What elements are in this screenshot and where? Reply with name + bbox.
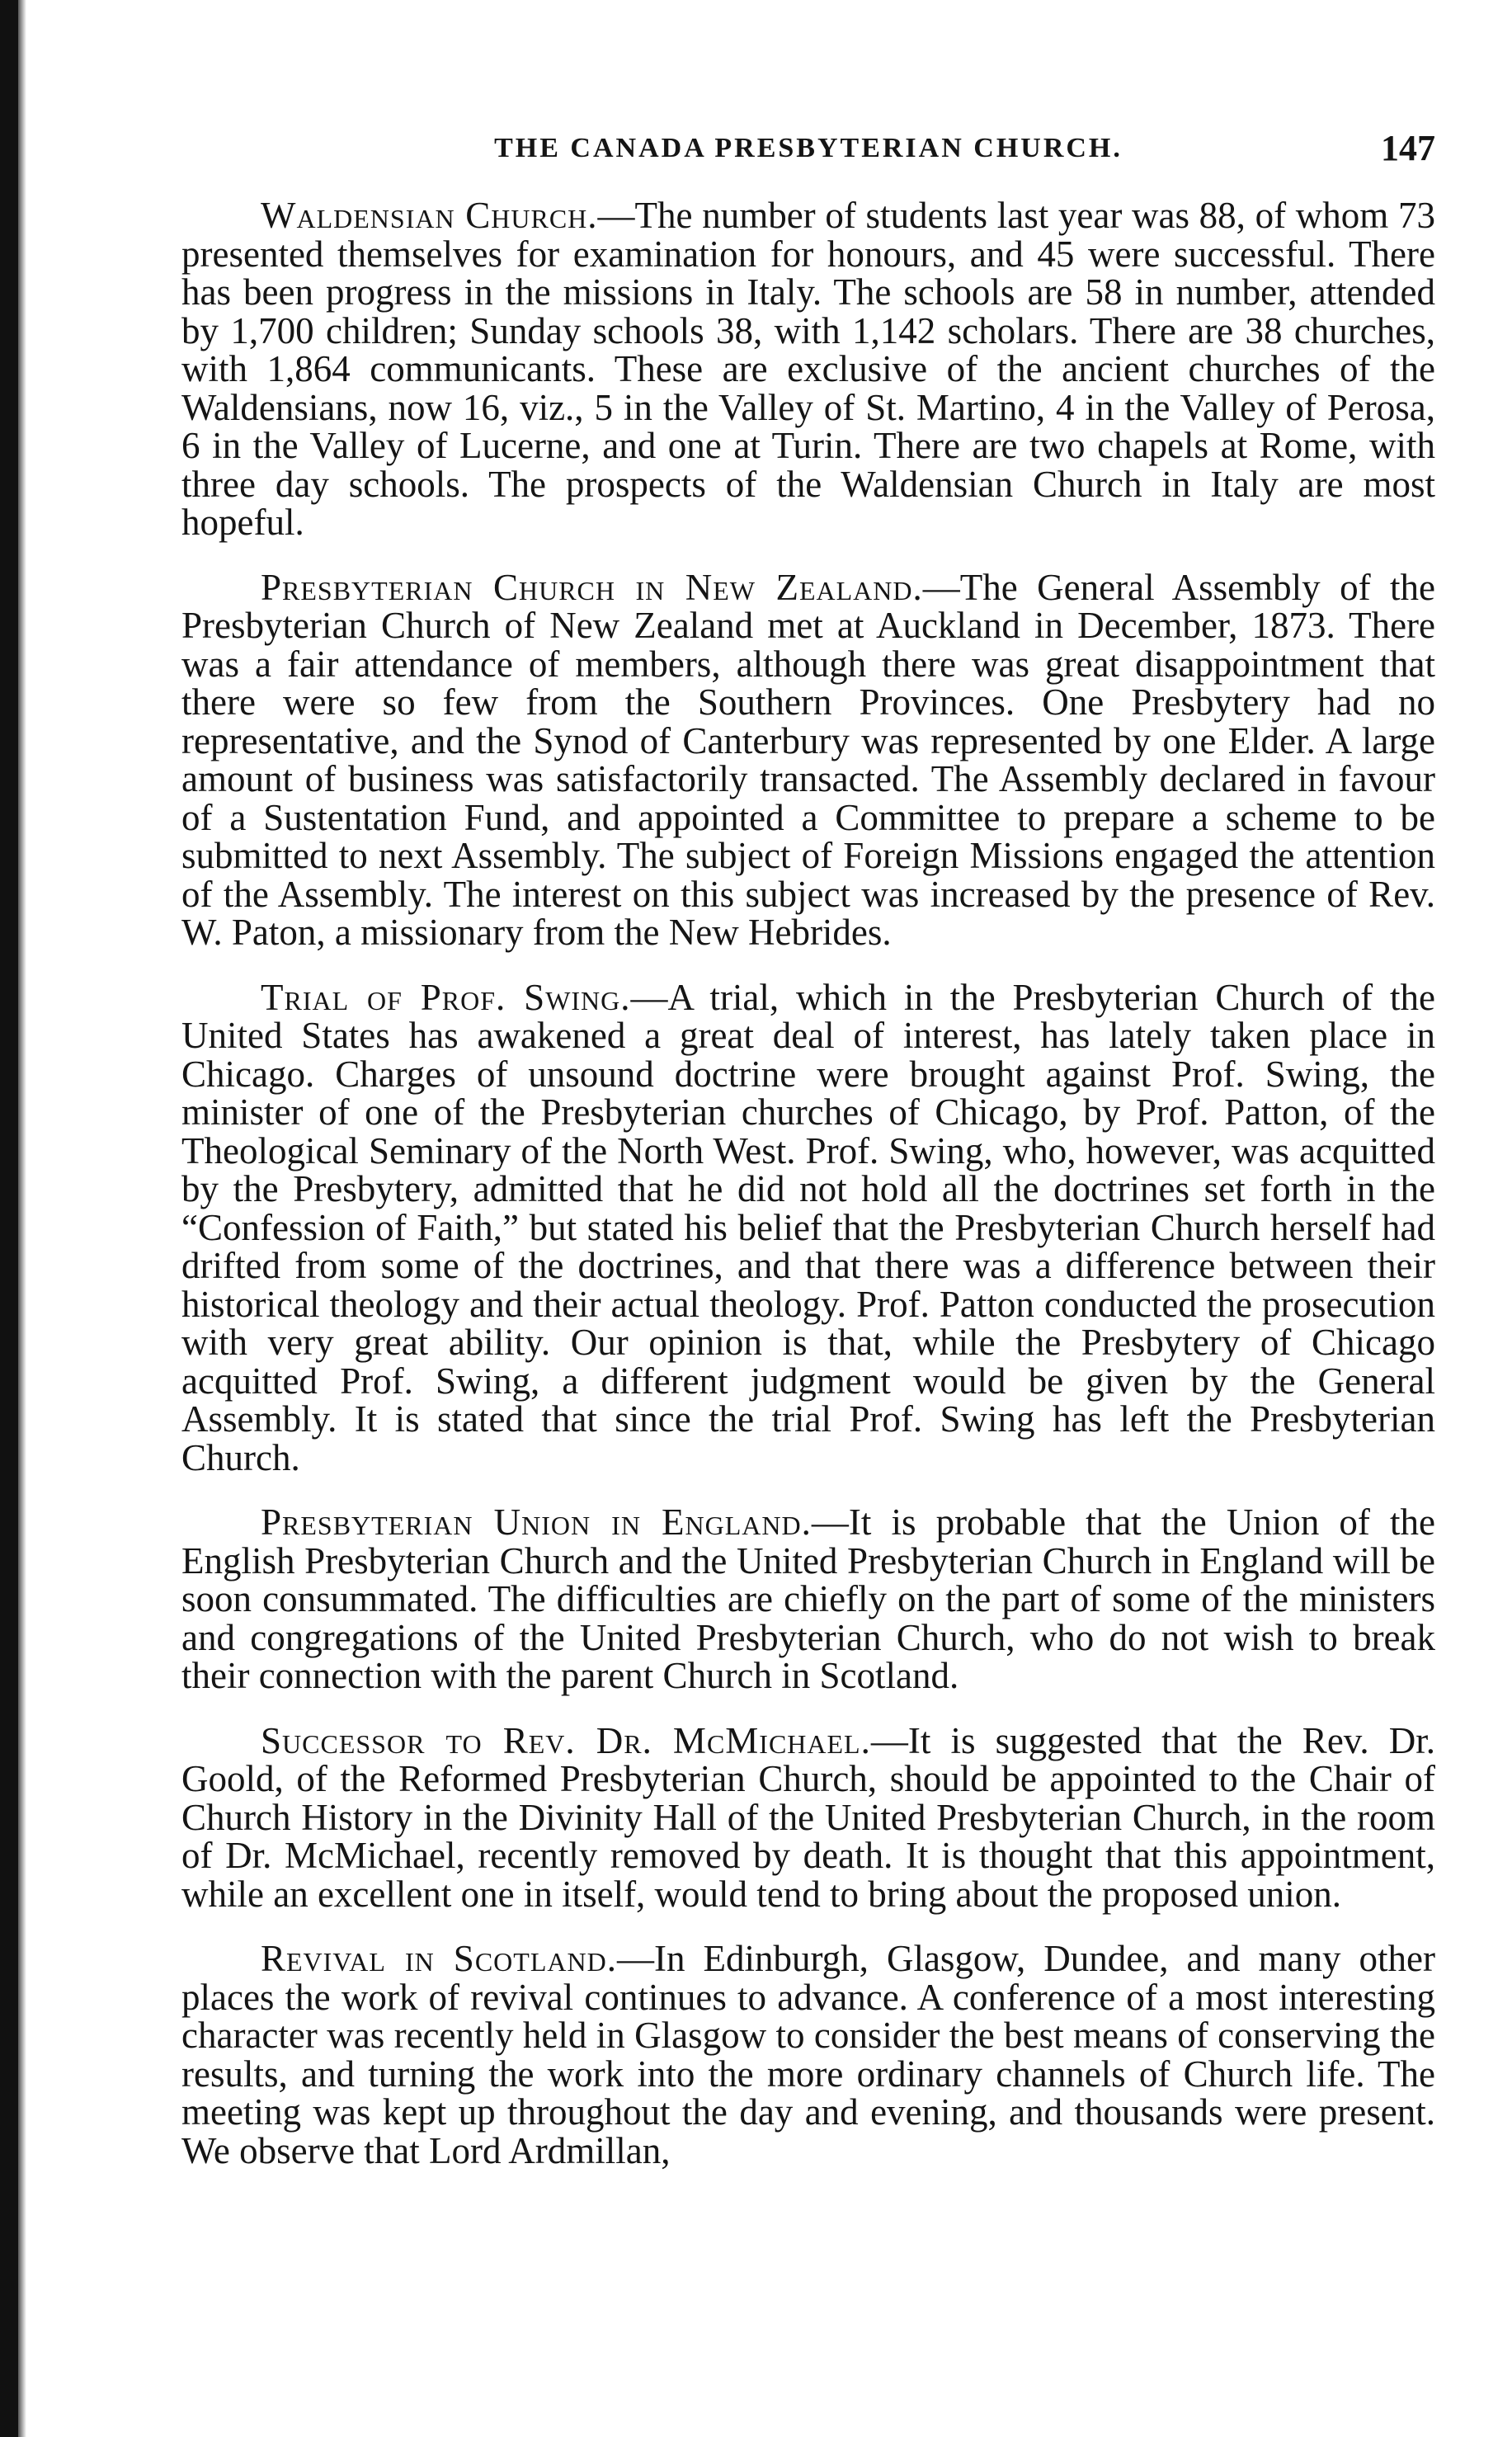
article-presbyterian-union-england: [181, 1503, 1435, 1695]
page-binding-edge: [0, 0, 18, 2437]
article-body: —In Edinburgh, Glasgow, Dundee, and many other places the work of revival continues to advance. A conference of a most interesting character was recently held in Glasgow to consider the best means of conserving the results, and turning the work into the more ordinary channels of Church life. The meeting was kept up throughout the day and evening, and thousands were present. We observe that Lord Ardmillan,: [181, 1938, 1436, 2171]
article-heading: Revival in Scotland.: [261, 1938, 617, 1979]
book-page: [181, 124, 1435, 2196]
article-heading: Trial of Prof. Swing.: [261, 976, 631, 1018]
article-list: [181, 196, 1435, 2170]
article-heading: Presbyterian Union in England.: [261, 1501, 812, 1543]
article-heading: Successor to Rev. Dr. McMichael.: [261, 1719, 871, 1761]
article-waldensian-church: [181, 196, 1435, 542]
article-body: —It is probable that the Union of the English Presbyterian Church and the United Presbyterian Church in England will be soon consummated. The difficulties are chiefly on the part of some of the ministers and congregations of the United Presbyterian Church, who do not wish to break their connection with the parent Church in Scotland.: [181, 1501, 1435, 1696]
article-successor-mcmichael: [181, 1719, 1435, 1915]
article-presbyterian-church-new-zealand: [181, 568, 1435, 952]
page-binding-shadow: [18, 0, 26, 2437]
running-head: [181, 124, 1435, 173]
article-body: —The General Assembly of the Presbyterian Church of New Zealand met at Auckland in December, 1873. There was a fair attendance of members, although there was great disappointment that there were so few from the Southern Provinces. One Presbytery had no representative, and the Synod of Canterbury was represented by one Elder. A large amount of business was satisfactorily transacted. The Assembly declared in favour of a Sustentation Fund, and appointed a Committee to prepare a scheme to be submitted to next Assembly. The subject of Foreign Missions engaged the attention of the Assembly. The interest on this subject was increased by the presence of Rev. W. Paton, a missionary from the New Hebrides.: [181, 566, 1436, 953]
page-number: 147: [1381, 128, 1435, 168]
article-heading: Waldensian Church.: [261, 195, 598, 236]
article-trial-of-prof-swing: [181, 978, 1435, 1478]
article-heading: Presbyterian Church in New Zealand.: [261, 566, 923, 608]
article-body: —A trial, which in the Presbyterian Church of the United States has awakened a great deal of interest, has lately taken place in Chicago. Charges of unsound doctrine were brought against Prof. Swing, the minister of one of the Presbyterian churches of Chicago, by Prof. Patton, of the Theological Seminary of the North West. Prof. Swing, who, however, was acquitted by the Presbytery, admitted that he did not hold all the doctrines set forth in the “Confession of Faith,” but stated his belief that the Presbyterian Church herself had drifted from some of the doctrines, and that there was a difference between their historical theology and their actual theology. Prof. Patton conducted the prosecution with very great ability. Our opinion is that, while the Presbytery of Chicago acquitted Prof. Swing, a different judgment would be given by the General Assembly. It is stated that since the trial Prof. Swing has left the Presbyterian Church.: [181, 976, 1435, 1478]
article-body: —The number of students last year was 88, of whom 73 presented themselves for examination for honours, and 45 were successful. There has been progress in the missions in Italy. The schools are 58 in number, attended by 1,700 children; Sunday schools 38, with 1,142 scholars. There are 38 churches, with 1,864 communicants. These are exclusive of the ancient churches of the Waldensians, now 16, viz., 5 in the Valley of St. Martino, 4 in the Valley of Perosa, 6 in the Valley of Lucerne, and one at Turin. There are two chapels at Rome, with three day schools. The prospects of the Waldensian Church in Italy are most hopeful.: [181, 195, 1435, 543]
running-title: THE CANADA PRESBYTERIAN CHURCH.: [494, 133, 1123, 163]
article-revival-in-scotland: [181, 1940, 1435, 2170]
article-body: —It is suggested that the Rev. Dr. Goold, of the Reformed Presbyterian Church, should be appointed to the Chair of Church History in the Divinity Hall of the United Presbyterian Church, in the room of Dr. McMichael, recently removed by death. It is thought that this appointment, while an excellent one in itself, would tend to bring about the proposed union.: [181, 1719, 1435, 1915]
